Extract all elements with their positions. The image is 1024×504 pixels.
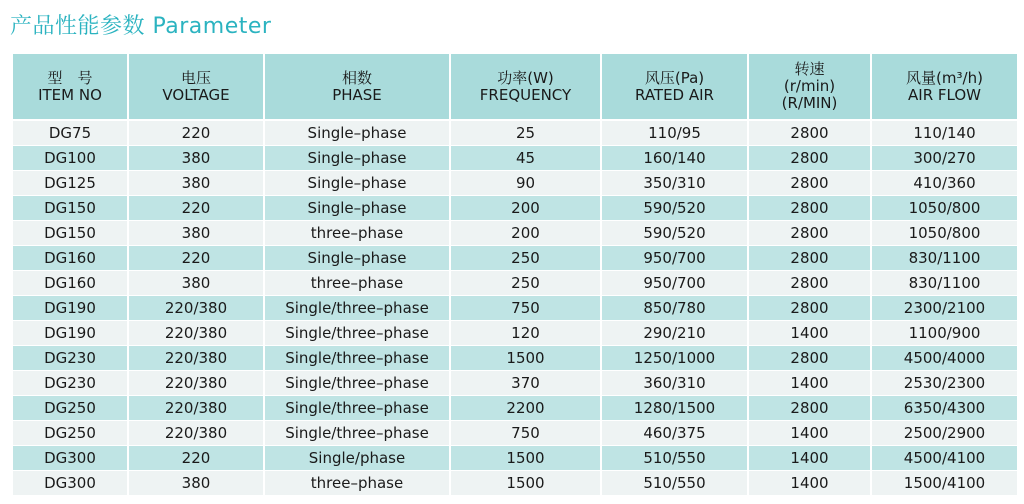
air-flow-cell: 1050/800 xyxy=(871,221,1017,246)
phase-cell: Single/three–phase xyxy=(264,321,450,346)
speed-cell: 2800 xyxy=(748,171,871,196)
header-speed xyxy=(748,54,871,120)
header-line: (R/MIN) xyxy=(781,94,838,112)
table-row xyxy=(13,120,1017,146)
power-cell: 1500 xyxy=(450,346,601,371)
rated-air-cell: 510/550 xyxy=(601,471,748,496)
voltage-cell: 380 xyxy=(128,271,264,296)
header-rated-air xyxy=(601,54,748,120)
table-row xyxy=(13,171,1017,196)
power-cell: 1500 xyxy=(450,471,601,496)
phase-cell: Single/three–phase xyxy=(264,371,450,396)
rated-air-cell: 510/550 xyxy=(601,446,748,471)
header-item-no xyxy=(13,54,128,120)
phase-cell: Single/three–phase xyxy=(264,296,450,321)
header-air-flow xyxy=(871,54,1017,120)
table-row xyxy=(13,196,1017,221)
power-cell: 45 xyxy=(450,146,601,171)
power-cell: 250 xyxy=(450,246,601,271)
air-flow-cell: 410/360 xyxy=(871,171,1017,196)
power-cell: 25 xyxy=(450,120,601,146)
phase-cell: Single/three–phase xyxy=(264,396,450,421)
air-flow-cell: 2300/2100 xyxy=(871,296,1017,321)
speed-cell: 2800 xyxy=(748,271,871,296)
header-line: RATED AIR xyxy=(635,85,714,104)
voltage-cell: 220/380 xyxy=(128,296,264,321)
voltage-cell: 220 xyxy=(128,446,264,471)
air-flow-cell: 830/1100 xyxy=(871,246,1017,271)
air-flow-cell: 110/140 xyxy=(871,120,1017,146)
header-row xyxy=(13,54,1017,120)
parameter-table-container xyxy=(13,54,1017,495)
speed-cell: 1400 xyxy=(748,371,871,396)
power-cell: 750 xyxy=(450,296,601,321)
item-no-cell: DG190 xyxy=(13,296,128,321)
header-line: 功率(W) xyxy=(497,68,554,87)
header-line: 型 号 xyxy=(47,68,93,87)
speed-cell: 2800 xyxy=(748,246,871,271)
header-power xyxy=(450,54,601,120)
speed-cell: 2800 xyxy=(748,146,871,171)
phase-cell: Single/three–phase xyxy=(264,346,450,371)
voltage-cell: 380 xyxy=(128,171,264,196)
power-cell: 90 xyxy=(450,171,601,196)
speed-cell: 2800 xyxy=(748,346,871,371)
speed-cell: 2800 xyxy=(748,120,871,146)
table-row xyxy=(13,471,1017,496)
parameter-table xyxy=(13,54,1017,495)
header-line: ITEM NO xyxy=(38,85,102,104)
header-line: VOLTAGE xyxy=(162,85,230,104)
power-cell: 250 xyxy=(450,271,601,296)
item-no-cell: DG300 xyxy=(13,446,128,471)
rated-air-cell: 350/310 xyxy=(601,171,748,196)
rated-air-cell: 590/520 xyxy=(601,196,748,221)
header-line: 风压(Pa) xyxy=(644,68,705,87)
rated-air-cell: 460/375 xyxy=(601,421,748,446)
table-header xyxy=(13,54,1017,120)
phase-cell: Single–phase xyxy=(264,146,450,171)
item-no-cell: DG100 xyxy=(13,146,128,171)
air-flow-cell: 2500/2900 xyxy=(871,421,1017,446)
voltage-cell: 220/380 xyxy=(128,371,264,396)
header-line: PHASE xyxy=(332,85,382,104)
voltage-cell: 380 xyxy=(128,471,264,496)
item-no-cell: DG150 xyxy=(13,196,128,221)
rated-air-cell: 160/140 xyxy=(601,146,748,171)
air-flow-cell: 6350/4300 xyxy=(871,396,1017,421)
table-row xyxy=(13,271,1017,296)
rated-air-cell: 1250/1000 xyxy=(601,346,748,371)
phase-cell: three–phase xyxy=(264,221,450,246)
voltage-cell: 220/380 xyxy=(128,396,264,421)
rated-air-cell: 360/310 xyxy=(601,371,748,396)
rated-air-cell: 590/520 xyxy=(601,221,748,246)
power-cell: 200 xyxy=(450,221,601,246)
table-row xyxy=(13,446,1017,471)
power-cell: 750 xyxy=(450,421,601,446)
power-cell: 120 xyxy=(450,321,601,346)
air-flow-cell: 1100/900 xyxy=(871,321,1017,346)
header-line: FREQUENCY xyxy=(479,85,572,104)
voltage-cell: 220/380 xyxy=(128,346,264,371)
item-no-cell: DG190 xyxy=(13,321,128,346)
air-flow-cell: 2530/2300 xyxy=(871,371,1017,396)
item-no-cell: DG150 xyxy=(13,221,128,246)
table-row xyxy=(13,346,1017,371)
air-flow-cell: 4500/4000 xyxy=(871,346,1017,371)
speed-cell: 1400 xyxy=(748,471,871,496)
voltage-cell: 220/380 xyxy=(128,421,264,446)
page-title: 产品性能参数 Parameter xyxy=(10,14,272,39)
speed-cell: 2800 xyxy=(748,196,871,221)
table-row xyxy=(13,296,1017,321)
header-line: 风量(m³/h) xyxy=(906,68,983,87)
phase-cell: three–phase xyxy=(264,271,450,296)
item-no-cell: DG125 xyxy=(13,171,128,196)
table-body xyxy=(13,120,1017,495)
voltage-cell: 380 xyxy=(128,221,264,246)
item-no-cell: DG230 xyxy=(13,371,128,396)
power-cell: 1500 xyxy=(450,446,601,471)
air-flow-cell: 300/270 xyxy=(871,146,1017,171)
voltage-cell: 220 xyxy=(128,246,264,271)
header-line: AIR FLOW xyxy=(908,85,981,104)
item-no-cell: DG250 xyxy=(13,421,128,446)
voltage-cell: 220 xyxy=(128,196,264,221)
phase-cell: Single/three–phase xyxy=(264,421,450,446)
power-cell: 370 xyxy=(450,371,601,396)
phase-cell: Single–phase xyxy=(264,196,450,221)
rated-air-cell: 110/95 xyxy=(601,120,748,146)
table-row xyxy=(13,246,1017,271)
air-flow-cell: 830/1100 xyxy=(871,271,1017,296)
speed-cell: 1400 xyxy=(748,446,871,471)
speed-cell: 2800 xyxy=(748,396,871,421)
item-no-cell: DG250 xyxy=(13,396,128,421)
header-line: 相数 xyxy=(341,68,372,87)
item-no-cell: DG300 xyxy=(13,471,128,496)
phase-cell: Single–phase xyxy=(264,120,450,146)
voltage-cell: 220/380 xyxy=(128,321,264,346)
rated-air-cell: 850/780 xyxy=(601,296,748,321)
item-no-cell: DG75 xyxy=(13,120,128,146)
speed-cell: 1400 xyxy=(748,321,871,346)
header-phase xyxy=(264,54,450,120)
header-voltage xyxy=(128,54,264,120)
phase-cell: Single/phase xyxy=(264,446,450,471)
phase-cell: Single–phase xyxy=(264,171,450,196)
item-no-cell: DG230 xyxy=(13,346,128,371)
table-row xyxy=(13,321,1017,346)
header-line: 转速 xyxy=(794,60,825,78)
speed-cell: 2800 xyxy=(748,221,871,246)
phase-cell: Single–phase xyxy=(264,246,450,271)
power-cell: 200 xyxy=(450,196,601,221)
rated-air-cell: 1280/1500 xyxy=(601,396,748,421)
header-line: (r/min) xyxy=(783,77,836,95)
voltage-cell: 380 xyxy=(128,146,264,171)
power-cell: 2200 xyxy=(450,396,601,421)
table-row xyxy=(13,146,1017,171)
item-no-cell: DG160 xyxy=(13,246,128,271)
rated-air-cell: 950/700 xyxy=(601,271,748,296)
voltage-cell: 220 xyxy=(128,120,264,146)
table-row xyxy=(13,371,1017,396)
table-row xyxy=(13,396,1017,421)
air-flow-cell: 1500/4100 xyxy=(871,471,1017,496)
header-line: 电压 xyxy=(180,68,211,87)
phase-cell: three–phase xyxy=(264,471,450,496)
table-row xyxy=(13,421,1017,446)
rated-air-cell: 950/700 xyxy=(601,246,748,271)
speed-cell: 1400 xyxy=(748,421,871,446)
speed-cell: 2800 xyxy=(748,296,871,321)
item-no-cell: DG160 xyxy=(13,271,128,296)
table-row xyxy=(13,221,1017,246)
air-flow-cell: 1050/800 xyxy=(871,196,1017,221)
rated-air-cell: 290/210 xyxy=(601,321,748,346)
air-flow-cell: 4500/4100 xyxy=(871,446,1017,471)
